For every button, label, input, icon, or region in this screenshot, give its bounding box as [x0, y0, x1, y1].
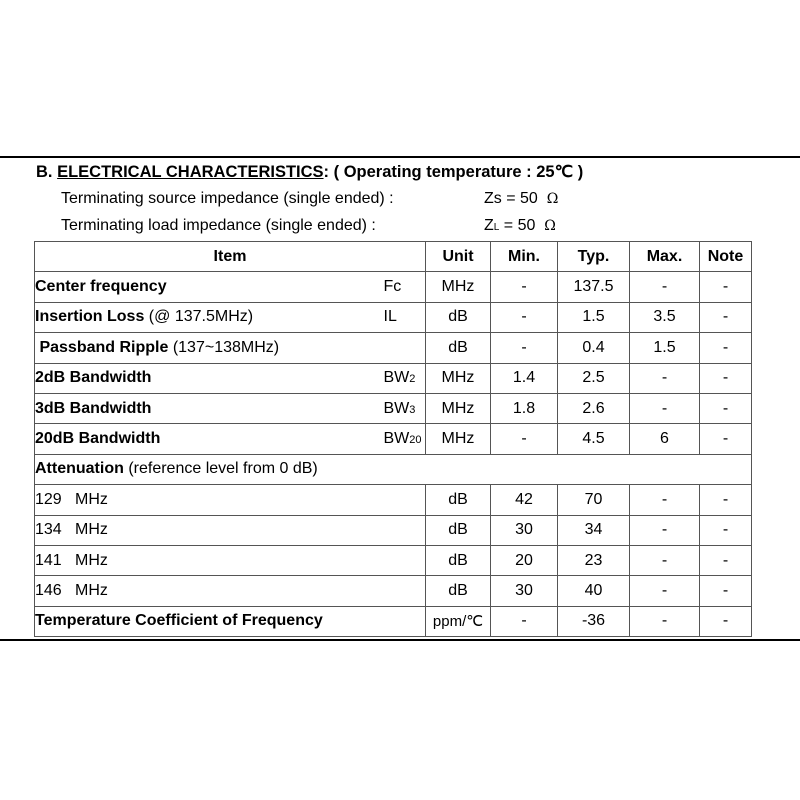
symbol-cell: Fc — [384, 272, 426, 302]
section-heading — [36, 162, 583, 182]
unit-cell: dB — [426, 576, 491, 606]
max-cell: - — [630, 393, 700, 423]
max-cell: - — [630, 515, 700, 545]
table-row — [35, 515, 752, 545]
item-cell: Passband Ripple (137~138MHz) — [35, 333, 426, 363]
note-cell: - — [700, 363, 752, 393]
item-cell: 141 MHz — [35, 545, 426, 575]
max-cell: 1.5 — [630, 333, 700, 363]
typ-cell: 23 — [558, 545, 630, 575]
typ-cell: 70 — [558, 485, 630, 515]
header-typ: Typ. — [558, 242, 630, 272]
item-cell: Temperature Coefficient of Frequency — [35, 606, 426, 636]
symbol-cell: BW3 — [384, 393, 426, 423]
item-cell: 129 MHz — [35, 485, 426, 515]
ohm-symbol: Ω — [546, 191, 559, 207]
unit-cell: dB — [426, 485, 491, 515]
table-row — [35, 424, 752, 454]
max-cell: 6 — [630, 424, 700, 454]
max-cell: - — [630, 272, 700, 302]
section-prefix: B. — [36, 163, 53, 181]
max-cell: - — [630, 606, 700, 636]
min-cell: - — [491, 424, 558, 454]
typ-cell: 34 — [558, 515, 630, 545]
typ-cell: 0.4 — [558, 333, 630, 363]
table-row — [35, 363, 752, 393]
header-min: Min. — [491, 242, 558, 272]
unit-cell: dB — [426, 545, 491, 575]
min-cell: 30 — [491, 576, 558, 606]
table-row — [35, 302, 752, 332]
source-impedance-label: Terminating source impedance (single ended) : — [61, 190, 394, 207]
typ-cell: 40 — [558, 576, 630, 606]
unit-cell: dB — [426, 302, 491, 332]
min-cell: 30 — [491, 515, 558, 545]
table-row — [35, 485, 752, 515]
table-row — [35, 272, 752, 302]
typ-cell: 2.6 — [558, 393, 630, 423]
symbol-cell: BW20 — [384, 424, 426, 454]
item-cell: Center frequency — [35, 272, 384, 302]
load-impedance-value: ZL = 50 Ω — [484, 217, 556, 234]
min-cell: - — [491, 272, 558, 302]
note-cell: - — [700, 576, 752, 606]
min-cell: - — [491, 302, 558, 332]
unit-cell: MHz — [426, 272, 491, 302]
min-cell: 1.8 — [491, 393, 558, 423]
min-cell: 20 — [491, 545, 558, 575]
table-row — [35, 606, 752, 636]
note-cell: - — [700, 272, 752, 302]
load-impedance-label: Terminating load impedance (single ended) : — [61, 217, 376, 234]
min-cell: - — [491, 333, 558, 363]
header-note: Note — [700, 242, 752, 272]
unit-cell: dB — [426, 333, 491, 363]
min-cell: 1.4 — [491, 363, 558, 393]
header-item: Item — [35, 242, 426, 272]
note-cell: - — [700, 302, 752, 332]
item-cell: 2dB Bandwidth — [35, 363, 384, 393]
note-cell: - — [700, 515, 752, 545]
max-cell: - — [630, 363, 700, 393]
typ-cell: -36 — [558, 606, 630, 636]
item-cell: 134 MHz — [35, 515, 426, 545]
note-cell: - — [700, 424, 752, 454]
max-cell: - — [630, 485, 700, 515]
attenuation-heading: Attenuation (reference level from 0 dB) — [35, 454, 752, 484]
note-cell: - — [700, 393, 752, 423]
note-cell: - — [700, 333, 752, 363]
min-cell: 42 — [491, 485, 558, 515]
table-row — [35, 333, 752, 363]
operating-condition: ( Operating temperature : 25℃ ) — [329, 163, 584, 181]
table-row — [35, 393, 752, 423]
unit-cell: dB — [426, 515, 491, 545]
bottom-rule — [0, 639, 800, 641]
item-cell: 3dB Bandwidth — [35, 393, 384, 423]
header-unit: Unit — [426, 242, 491, 272]
table-row — [35, 454, 752, 484]
item-cell: Insertion Loss (@ 137.5MHz) — [35, 302, 384, 332]
note-cell: - — [700, 606, 752, 636]
unit-cell: MHz — [426, 393, 491, 423]
table-row — [35, 576, 752, 606]
ohm-symbol: Ω — [544, 218, 556, 234]
note-cell: - — [700, 545, 752, 575]
top-rule — [0, 156, 800, 158]
unit-cell: ppm/℃ — [426, 606, 491, 636]
typ-cell: 137.5 — [558, 272, 630, 302]
max-cell: - — [630, 576, 700, 606]
section-colon: : — [323, 163, 330, 181]
source-impedance-value: Zs = 50 Ω — [484, 190, 559, 207]
item-cell: 20dB Bandwidth — [35, 424, 384, 454]
unit-cell: MHz — [426, 424, 491, 454]
typ-cell: 4.5 — [558, 424, 630, 454]
section-title: ELECTRICAL CHARACTERISTICS — [57, 163, 324, 181]
table-header-row — [35, 242, 752, 272]
max-cell: - — [630, 545, 700, 575]
max-cell: 3.5 — [630, 302, 700, 332]
unit-cell: MHz — [426, 363, 491, 393]
typ-cell: 2.5 — [558, 363, 630, 393]
symbol-cell: IL — [384, 302, 426, 332]
min-cell: - — [491, 606, 558, 636]
typ-cell: 1.5 — [558, 302, 630, 332]
table-row — [35, 545, 752, 575]
characteristics-table — [34, 241, 752, 637]
header-max: Max. — [630, 242, 700, 272]
symbol-cell: BW2 — [384, 363, 426, 393]
note-cell: - — [700, 485, 752, 515]
item-cell: 146 MHz — [35, 576, 426, 606]
